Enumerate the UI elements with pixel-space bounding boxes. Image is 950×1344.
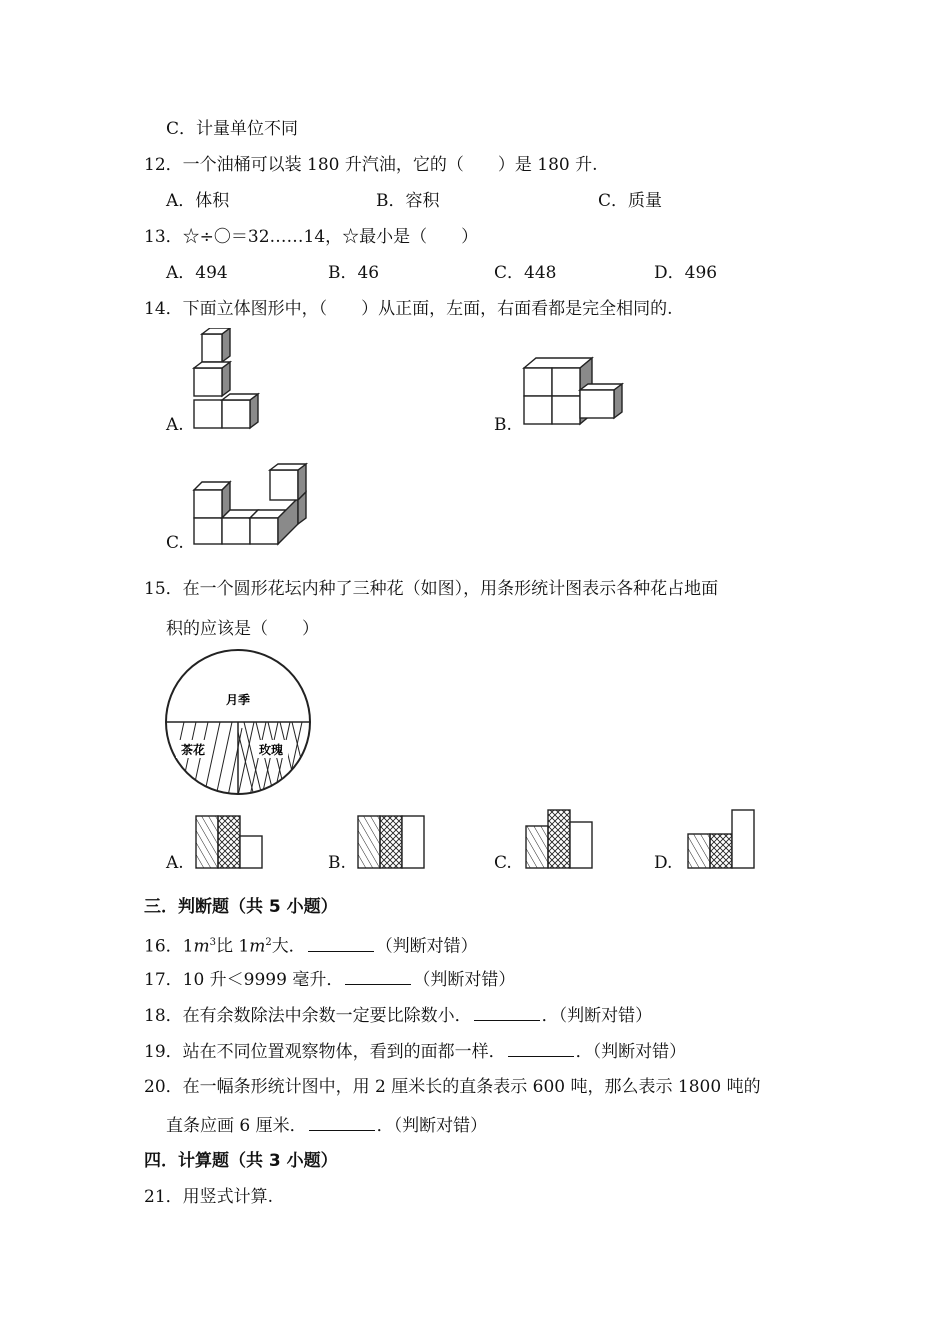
q15-option-a-label: A. xyxy=(166,853,184,873)
q12-option-a: A．体积 xyxy=(166,191,230,211)
q15-option-c-chart xyxy=(522,806,598,870)
q14-option-c-label: C. xyxy=(166,533,184,553)
q12-stem: 12．一个油桶可以装 180 升汽油，它的（ ）是 180 升. xyxy=(144,155,598,175)
q16-answer-blank[interactable] xyxy=(308,935,374,952)
circle-label-chahua: 茶花 xyxy=(180,743,206,757)
q18-answer-blank[interactable] xyxy=(474,1004,540,1021)
q13-option-d: D．496 xyxy=(654,263,718,283)
q15-option-d-label: D. xyxy=(654,853,673,873)
q14-figure-b xyxy=(518,352,630,432)
q21-stem: 21．用竖式计算. xyxy=(144,1187,274,1207)
q14-option-a-label: A. xyxy=(166,415,184,435)
q12-option-c: C．质量 xyxy=(598,191,663,211)
q13-option-c: C．448 xyxy=(494,263,557,283)
q15-option-a-chart xyxy=(192,812,268,870)
section-4-title: 四．计算题（共 3 小题） xyxy=(144,1151,338,1171)
q15-flower-bed-figure xyxy=(162,646,314,798)
q15-stem-line2: 积的应该是（ ） xyxy=(166,619,319,639)
q13-stem: 13．☆÷〇＝32……14，☆最小是（ ） xyxy=(144,227,479,247)
q17-answer-blank[interactable] xyxy=(345,968,411,985)
q13-option-a: A．494 xyxy=(166,263,228,283)
q12-option-b: B．容积 xyxy=(376,191,440,211)
q15-option-b-label: B. xyxy=(328,853,346,873)
q17: 17．10 升＜9999 毫升． （判断对错） xyxy=(144,970,516,990)
q20-line1: 20．在一幅条形统计图中，用 2 厘米长的直条表示 600 吨，那么表示 1800 吨的 xyxy=(144,1077,761,1097)
q15-option-c-label: C. xyxy=(494,853,512,873)
section-3-title: 三．判断题（共 5 小题） xyxy=(144,897,338,917)
q14-option-b-label: B. xyxy=(494,415,512,435)
q14-figure-a xyxy=(190,328,270,432)
q14-stem: 14．下面立体图形中，（ ）从正面，左面，右面看都是完全相同的. xyxy=(144,299,673,319)
circle-label-yueji: 月季 xyxy=(225,693,251,707)
q15-option-d-chart xyxy=(684,806,760,870)
q11-option-c: C．计量单位不同 xyxy=(166,119,299,139)
q15-option-b-chart xyxy=(354,812,430,870)
q19-answer-blank[interactable] xyxy=(508,1040,574,1057)
q19: 19．站在不同位置观察物体，看到的面都一样． ．（判断对错） xyxy=(144,1042,687,1062)
q20-answer-blank[interactable] xyxy=(309,1114,375,1131)
q14-figure-c xyxy=(190,462,310,548)
q15-stem-line1: 15．在一个圆形花坛内种了三种花（如图），用条形统计图表示各种花占地面 xyxy=(144,579,719,599)
q18: 18．在有余数除法中余数一定要比除数小． ．（判断对错） xyxy=(144,1006,653,1026)
q16: 16．$1m^3$比 $1m^2$大． （判断对错） xyxy=(144,936,478,957)
q13-option-b: B．46 xyxy=(328,263,380,283)
circle-label-meigui: 玫瑰 xyxy=(258,743,284,757)
q20-line2: 直条应画 6 厘米． ．（判断对错） xyxy=(166,1116,488,1136)
